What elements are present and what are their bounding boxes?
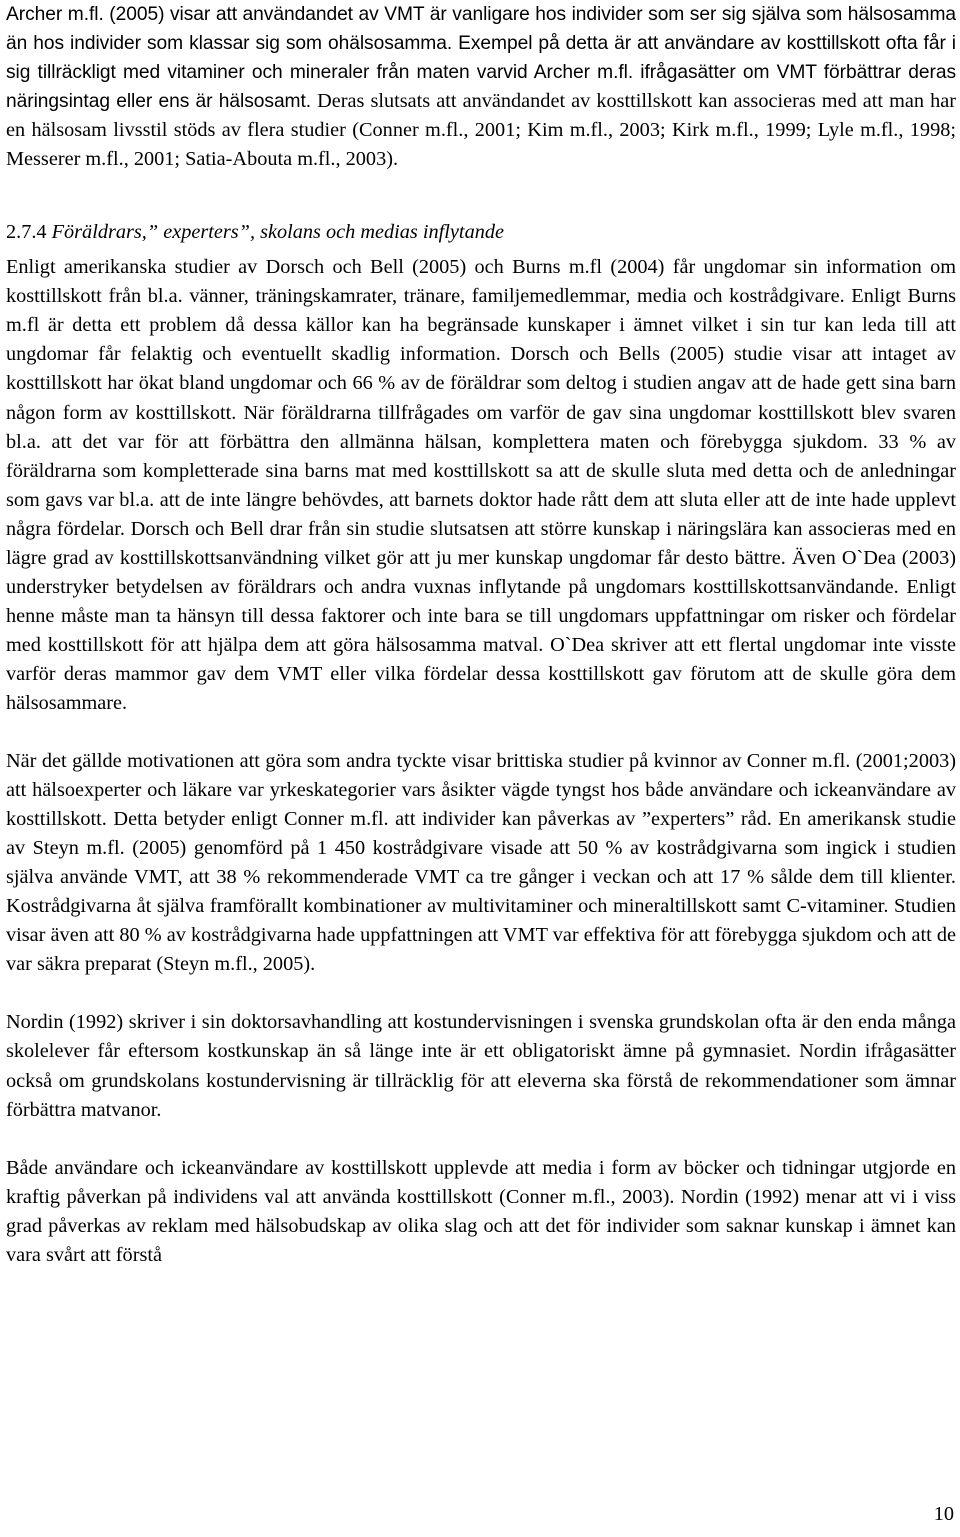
section-number: 2.7.4 (6, 221, 47, 244)
page-number: 10 (933, 1503, 954, 1525)
section-heading (6, 218, 956, 247)
paragraph-media: Både användare och ickeanvändare av kosttillskott upplevde att media i form av böcker och tidningar utgjorde en kraftig påverkan på individens val att använda kosttillskott (Conner m.fl., 2003). Nordin (1992) menar att vi i viss grad påverkas av reklam med hälsobudskap av olika slag och att det för individer som saknar kunskap i ämnet kan vara svårt att förstå (6, 1156, 956, 1266)
paragraph-archer-serif-text: Deras slutsats att användandet av kosttillskott kan associeras med att man har en hälsosam livsstil stöds av flera studier (Conner m.fl., 2001; Kim m.fl., 2003; Kirk m.fl., 1999; Lyle m.fl., 1998; Messerer m.fl., 2001; Satia-Abouta m.fl., 2003). (6, 90, 956, 171)
section-title: Föräldrars,” experters”, skolans och medias inflytande (46, 221, 504, 244)
paragraph-nordin: Nordin (1992) skriver i sin doktorsavhandling att kostundervisningen i svenska grundskolan ofta är den enda många skolelever får eftersom kostkunskap än så länge inte är ett obligatoriskt ämne på gymnasiet. Nordin ifrågasätter också om grundskolans kostundervisning är tillräcklig för att eleverna ska förstå de rekommendationer som ämnar förbättra matvanor. (6, 1011, 956, 1121)
paragraph-conner-steyn: När det gällde motivationen att göra som andra tyckte visar brittiska studier på kvinnor av Conner m.fl. (2001;2003) att hälsoexperter och läkare var yrkeskategorier vars åsikter vägde tyngst hos både användare och ickeanvändare av kosttillskott. Detta betyder enligt Conner m.fl. att individer kan påverkas av ”experters” råd. En amerikansk studie av Steyn m.fl. (2005) genomförd på 1 450 kostrådgivare visade att 50 % av kostrådgivarna som ingick i studien själva använde VMT, att 38 % rekommenderade VMT ca tre gånger i veckan och att 17 % sålde dem till klienter. Kostrådgivarna åt själva framförallt kombinationer av multivitaminer och mineraltillskott samt C-vitaminer. Studien visar även att 80 % av kostrådgivarna hade uppfattningen att VMT var effektiva för att förebygga sjukdom och att de var säkra preparat (Steyn m.fl., 2005). (6, 750, 956, 976)
paragraph-archer-sans-text: Archer m.fl. (2005) visar att användandet av VMT är vanligare hos individer som ser sig själva som hälsosamma än hos individer som klassar sig som ohälsosamma. Exempel på detta är att användare av kosttillskott ofta får i sig tillräckligt med vitaminer och mineraler från maten varvid Archer m.fl. ifrågasätter om VMT förbättrar deras näringsintag eller ens är hälsosamt. (6, 4, 956, 113)
paragraph-dorsch-bell: Enligt amerikanska studier av Dorsch och Bell (2005) och Burns m.fl (2004) får ungdomar sin information om kosttillskott från bl.a. vänner, träningskamrater, tränare, familjemedlemmar, media och kostrådgivare. Enligt Burns m.fl är detta ett problem då dessa källor kan ha begränsade kunskaper i ämnet vilket i sin tur kan leda till att ungdomar får felaktig och eventuellt skadlig information. Dorsch och Bells (2005) studie visar att intaget av kosttillskott har ökat bland ungdomar och 66 % av de föräldrar som deltog i studien angav att de hade gett sina barn någon form av kosttillskott. När föräldrarna tillfrågades om varför de gav sina ungdomar kosttillskott blev svaren bl.a. att det var för att förbättra den allmänna hälsan, komplettera maten och förebygga sjukdom. 33 % av föräldrarna som kompletterade sina barns mat med kosttillskott sa att de skulle sluta med detta och de anledningar som gavs var bl.a. att de inte längre behövdes, att barnets doktor hade rått dem att sluta eller att de inte hade upplevt några fördelar. Dorsch och Bell drar från sin studie slutsatsen att större kunskap i näringslära kan associeras med en lägre grad av kosttillskottsanvändning vilket gör att ju mer kunskap ungdomar får desto bättre. Även O`Dea (2003) understryker betydelsen av föräldrars och andra vuxnas inflytande på ungdomars kosttillskottsanvändande. Enligt henne måste man ta hänsyn till dessa faktorer och inte bara se till ungdomars uppfattningar om risker och fördelar med kosttillskott för att hjälpa dem att göra hälsosamma matval. O`Dea skriver att ett flertal ungdomar inte visste varför deras mammor gav dem VMT eller vilka fördelar dessa kosttillskott gav förutom att de skulle göra dem hälsosammare. (6, 256, 956, 714)
document-page (6, 0, 956, 1270)
paragraph-archer (6, 0, 956, 174)
